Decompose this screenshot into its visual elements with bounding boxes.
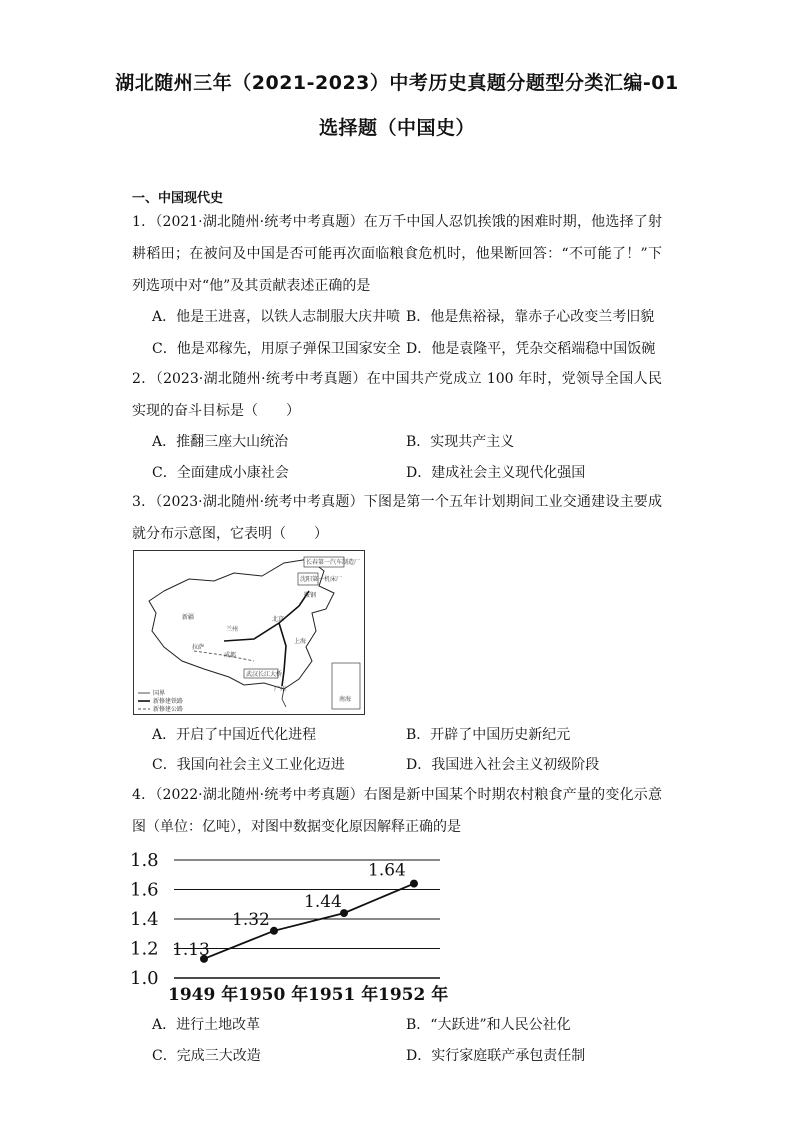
y-tick-label: 1.6 — [130, 879, 159, 901]
q3-option-d: D．我国进入社会主义初级阶段 — [406, 757, 600, 773]
map-label: 沈阳第一机床厂 — [300, 576, 343, 583]
data-label: 1.13 — [172, 939, 210, 960]
map-label: 上海 — [294, 638, 307, 645]
x-tick-label: 1950 年 — [238, 985, 309, 1005]
doc-title-line1: 湖北随州三年（2021-2023）中考历史真题分题型分类汇编-01 — [115, 72, 679, 94]
china-map-figure — [133, 550, 365, 715]
map-label: 成都 — [224, 652, 237, 659]
map-label: 兰州 — [226, 626, 239, 633]
q4-option-b: B．“大跃进”和人民公社化 — [406, 1017, 571, 1033]
q2-option-c: C．全面建成小康社会 — [152, 465, 289, 481]
q4-option-c: C．完成三大改造 — [152, 1048, 261, 1064]
map-label: 拉萨 — [192, 644, 205, 651]
question-2-text: 2．（2023·湖北随州·统考中考真题）在中国共产党成立 100 年时，党领导全国人民实现的奋斗目标是（ ） — [132, 371, 662, 419]
legend-label: 国界 — [153, 690, 166, 697]
q1-option-b: B．他是焦裕禄，靠赤子心改变兰考旧貌 — [406, 309, 655, 325]
map-label: 广州 — [274, 686, 287, 693]
map-label: 新疆 — [182, 614, 195, 621]
map-label: 长春第一汽车制造厂 — [306, 559, 361, 566]
q4-option-d: D．实行家庭联产承包责任制 — [406, 1048, 586, 1064]
q3-option-b: B．开辟了中国历史新纪元 — [406, 727, 571, 743]
q2-option-d: D．建成社会主义现代化强国 — [406, 465, 586, 481]
map-label: 武汉长江大桥 — [246, 671, 283, 678]
data-label: 1.44 — [304, 892, 342, 913]
q1-option-c: C．他是邓稼先，用原子弹保卫国家安全 — [152, 341, 401, 357]
data-point — [270, 927, 278, 935]
section-heading: 一、中国现代史 — [132, 191, 224, 206]
x-tick-label: 1951 年 — [308, 985, 379, 1005]
q2-option-a: A．推翻三座大山统治 — [152, 434, 289, 450]
q4-option-a: A．进行土地改革 — [152, 1017, 261, 1033]
railway-line — [224, 591, 309, 641]
question-4-text: 4．（2022·湖北随州·统考中考真题）右图是新中国某个时期农村粮食产量的变化示意图（单位：亿吨），对图中数据变化原因解释正确的是 — [132, 787, 662, 835]
map-label: 南海 — [339, 696, 352, 703]
y-tick-label: 1.0 — [130, 968, 159, 989]
y-tick-label: 1.8 — [130, 850, 159, 871]
legend-label: 新修建铁路 — [153, 698, 184, 705]
x-tick-label: 1949 年 — [168, 985, 239, 1005]
legend-label: 新修建公路 — [153, 706, 184, 713]
x-tick-label: 1952 年 — [378, 985, 449, 1005]
grain-output-chart — [128, 848, 450, 1006]
data-label: 1.32 — [232, 909, 270, 930]
map-svg — [134, 551, 364, 714]
doc-title-line2: 选择题（中国史） — [318, 117, 475, 139]
q3-option-a: A．开启了中国近代化进程 — [152, 727, 317, 743]
data-point — [410, 880, 418, 888]
q1-option-a: A．他是王进喜，以铁人志制服大庆井喷 — [152, 309, 401, 325]
question-1-text: 1．（2021·湖北随州·统考中考真题）在万千中国人忍饥挨饿的困难时期，他选择了射耕稻田；在被问及中国是否可能再次面临粮食危机时，他果断回答：“不可能了！”下列选项中对“他”及其贡献表述正确的是 — [132, 214, 662, 294]
q3-option-c: C．我国向社会主义工业化迈进 — [152, 757, 345, 773]
y-tick-label: 1.4 — [130, 909, 159, 930]
question-3-text: 3．（2023·湖北随州·统考中考真题）下图是第一个五年计划期间工业交通建设主要成就分布示意图，它表明（ ） — [132, 494, 662, 542]
q2-option-b: B．实现共产主义 — [406, 434, 515, 450]
q1-option-d: D．他是袁隆平，凭杂交稻端稳中国饭碗 — [406, 341, 656, 357]
map-label: 鞍钢 — [304, 592, 317, 599]
map-label: 北京 — [272, 616, 285, 623]
y-tick-label: 1.2 — [130, 938, 159, 960]
data-label: 1.64 — [368, 860, 406, 881]
